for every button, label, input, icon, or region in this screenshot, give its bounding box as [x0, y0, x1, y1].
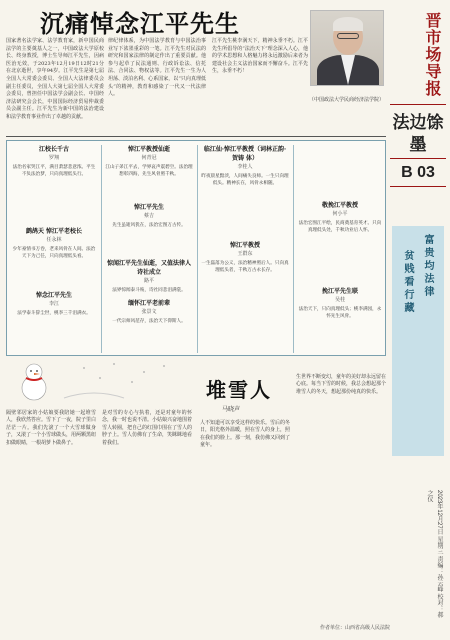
poem-body: 一代宗师风范存，法治天下仰斯人。 — [112, 319, 186, 324]
poem-author: 何小平 — [332, 211, 348, 217]
poem-title: 悼江平教授仙逝 — [127, 146, 170, 153]
article-column: 江平先生桃李满天下，精神永垂不朽。江平先生所倡导的“法治天下”理念深入人心，他的学术思想和人格魅力将永远激励后来者为建设社会主义法治国家而不懈奋斗。江平先生，永垂不朽！ — [212, 38, 308, 75]
motto-panel — [392, 226, 444, 456]
masthead — [390, 8, 446, 632]
poem — [105, 203, 193, 229]
column-divider — [197, 145, 198, 353]
poem-body: 先生虽逝风犹在，法治宏图万古传。 — [112, 223, 186, 228]
poem-body: 少年豪情书万卷，老来风骨在人间。法治天下为己任，只向真理低头看。 — [12, 247, 96, 259]
article-column: 国家著名法学家、法学教育家，新中国民商法学的主要奠基人之一，中国政法大学原校长、终身教授，博士生导师江平先生，因病医治无效，于2023年12月19日12时21分在北京逝世，享年94岁。江平先生是第七届全国人大常委会委员、全国人大法律委员会副主任委员，全国人大第七届全国人大常委会委员，曾担任中国法学会副会长、中国经济法研究会会长，中国国际经济贸易仲裁委员会副主任。江平先生为新中国的法治建设和法学教育事业作出了卓越的贡献。 — [6, 38, 104, 120]
masthead-divider — [390, 158, 446, 159]
poem-body: 昨夜晨星黯淡，人间痛失良师。一生只向理低头。精神长在，风骨永相随。 — [201, 174, 289, 186]
author-affiliation: 作者单位：山西省高级人民法院 — [319, 625, 390, 631]
poem-title: 挽江平先生联 — [321, 288, 358, 295]
masthead-divider — [390, 186, 446, 187]
newspaper-title: 晋市场导报 — [423, 11, 442, 97]
masthead-divider — [390, 104, 446, 105]
article-column: 隔壁邻居家的小姑娘要我陪她一起堆雪人，我欣然答应。雪下了一夜，院子里白茫茫一片。我们先滚了一个大雪球做身子，又滚了一个小雪球做头，用两颗黑纽扣做眼睛，一根胡萝卜做鼻子。 — [6, 410, 97, 446]
section-divider — [6, 136, 386, 137]
poem-body: 一生磊落为公义，法治精神照后人。只向真理低头者，千秋万古永长存。 — [201, 261, 289, 273]
motto-line: 贫贱看行藏 — [402, 250, 413, 315]
poem-author: 蔡吉 — [143, 213, 154, 219]
poem-author: 李江 — [48, 301, 59, 307]
column-divider — [293, 145, 294, 353]
poem-author: 路平 — [143, 278, 154, 284]
poem-author: 张景文 — [141, 309, 157, 315]
article-column: 是对雪的专心与执着，还是对童年的怀念，我一时也说不清。小姑娘兴奋地围着雪人转圈，把自己的红围巾围在了雪人的脖子上。雪人仿佛有了生命，笑眯眯地看着我们。 — [102, 410, 193, 446]
article-column: 人不知道可以享受这样的快乐。雪后的冬日，阳光格外温暖，照在雪人的身上，照在我们的脸上。那一刻，我仿佛又回到了童年。 — [200, 420, 291, 449]
poem-title: 敬挽江平教授 — [321, 202, 358, 209]
poem-author: 王群东 — [237, 251, 253, 257]
poem-author: 吴桂 — [334, 297, 345, 303]
poem-title: 临江仙·悼江平教授（词林正韵·贺铸 体） — [203, 146, 287, 162]
poem — [297, 287, 383, 320]
poem — [105, 259, 193, 294]
poem — [11, 291, 97, 317]
article-title: 堆雪人 — [206, 378, 272, 402]
issue-date: 2023年12月27日 星期三 责编：孙云峰 校对：郝之仪 — [426, 490, 442, 618]
poem — [105, 145, 193, 178]
article-column: 生世界不断变幻，童年的美好却永远留在心底。每当下雪的时候，我总会想起那个堆雪人的冬天，想起那份纯真的快乐。 — [296, 374, 387, 395]
snowman-illustration — [4, 358, 190, 404]
poem-body: 法治名家哭江平，满目萧瑟悲意浓。平生不负法治梦，只向真理低头行。 — [12, 165, 96, 177]
poem — [11, 145, 97, 178]
page-number: B 03 — [401, 164, 435, 181]
poem-title: 悼念江平先生 — [35, 292, 72, 299]
poem-body: 法治天下，只向真理低头；桃李满园，永怀先生风骨。 — [298, 307, 382, 319]
poem — [11, 227, 97, 260]
poem-author: 任永林 — [46, 237, 62, 243]
poem-author: 李桂人 — [237, 164, 253, 170]
poem — [201, 145, 289, 187]
poem-title: 缅怀江平老前辈 — [127, 300, 170, 307]
poem — [201, 241, 289, 274]
article-source: （中国政法大学民商经济法学院） — [308, 97, 384, 103]
poem-author: 何青冠 — [141, 155, 157, 161]
poem-body: 江山子弟江平去，学界哀声震碧空。法治理想彰四海，先生风骨照千秋。 — [105, 165, 193, 177]
poem-body: 法界惊闻泰斗殇，诗社同悲泪满裳。 — [112, 288, 186, 293]
poem-title: 悼江平教授 — [229, 242, 260, 249]
portrait-photo — [310, 10, 384, 86]
poem-author: 罗翔 — [48, 155, 59, 161]
motto-line: 富贵均法律 — [422, 234, 433, 299]
column-divider — [101, 145, 102, 353]
poem-body: 法治宏图江平绘，民商奠基育英才。只向真理低头处，千秋功业后人怀。 — [298, 221, 382, 233]
poem-title: 惊闻江平先生仙逝，又值法律人诗社成立 — [106, 260, 191, 276]
headline: 沉痛悼念江平先生 — [40, 9, 240, 38]
article-author: 马晓声 — [222, 406, 241, 413]
article-column: 律纪律体系，为中国法学教育与中国法治事业写下浓墨重彩的一笔。江平先生对民法的研究和国家法律的制定作出了重要贡献。他参与起草了民法通则、行政诉讼法、信托法、合同法、物权法等。江平先生一生为人坦荡、淡泊名利、心系国家，以“只向真理低头”的精神，教育和感染了一代又一代法律人。 — [108, 38, 206, 98]
poem-title: 江校长千古 — [38, 146, 69, 153]
poem — [105, 299, 193, 325]
poem-collection — [6, 140, 386, 356]
poem-body: 法学泰斗辞尘世，桃李三千泪满衣。 — [17, 311, 91, 316]
column-name: 法边馀墨 — [392, 113, 444, 155]
poem — [297, 201, 383, 234]
poem-title: 悼江平先生 — [133, 204, 164, 211]
poem-title: 鹧鸪天 悼江平老校长 — [25, 228, 83, 235]
